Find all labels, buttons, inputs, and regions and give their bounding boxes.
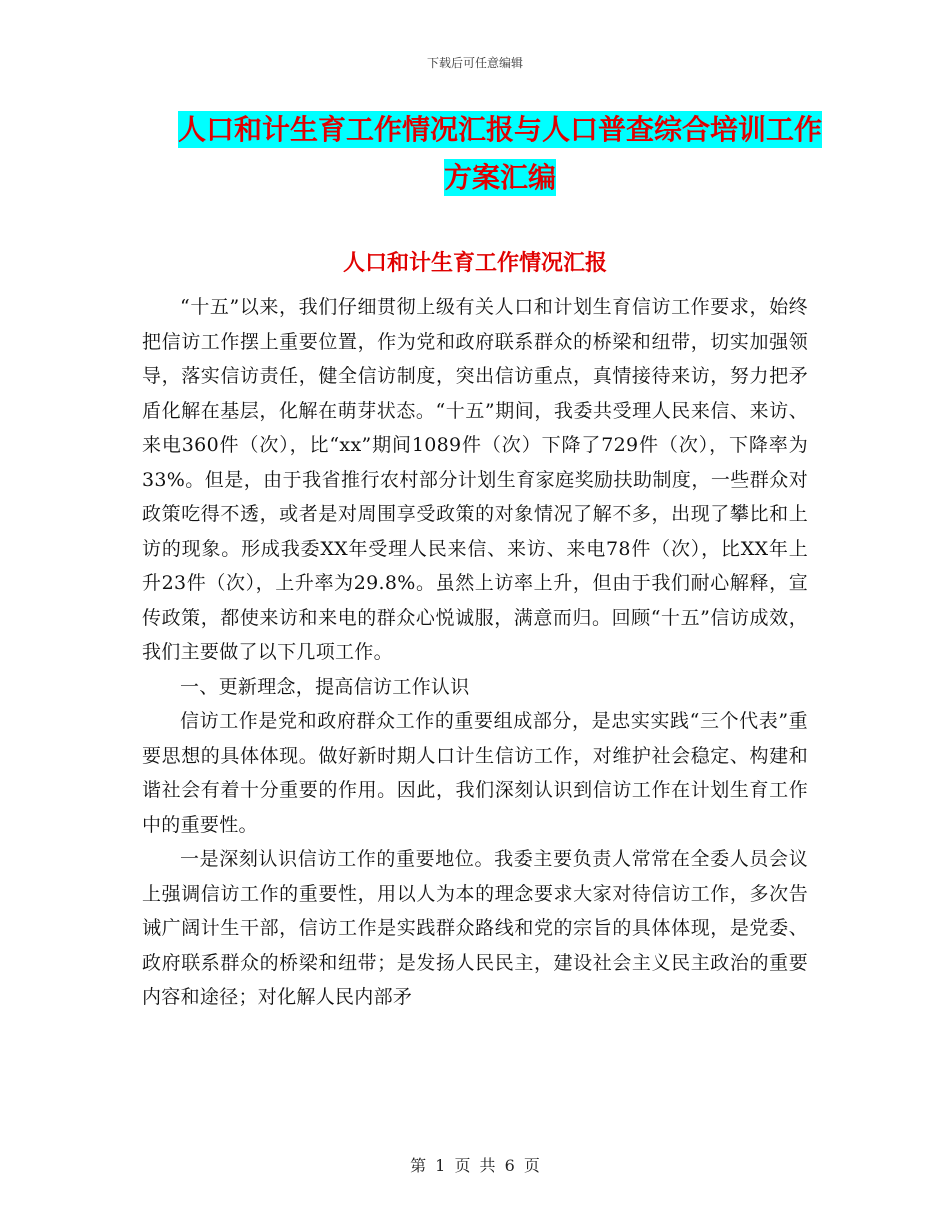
document-title xyxy=(120,106,880,202)
page-footer: 第 1 页 共 6 页 xyxy=(410,1156,540,1175)
paragraph: 一是深刻认识信访工作的重要地位。我委主要负责人常常在全委人员会议上强调信访工作的重要性，用以人为本的理念要求大家对待信访工作，多次告诫广阔计生干部，信访工作是实践群众路线和党的宗旨的具体体现，是党委、政府联系群众的桥梁和纽带；是发扬人民民主，建设社会主义民主政治的重要内容和途径；对化解人民内部矛 xyxy=(142,848,808,1008)
header-note: 下载后可任意编辑 xyxy=(426,56,523,70)
paragraph-heading: 一、更新理念，提高信访工作认识 xyxy=(180,675,470,698)
document-title-line-2: 方案汇编 xyxy=(443,161,556,194)
body-text xyxy=(142,290,808,1015)
paragraph: 信访工作是党和政府群众工作的重要组成部分，是忠实实践“三个代表”重要思想的具体体现。做好新时期人口计生信访工作，对维护社会稳定、构建和谐社会有着十分重要的作用。因此，我们深刻认识到信访工作在计划生育工作中的重要性。 xyxy=(142,710,808,836)
document-title-line-1: 人口和计生育工作情况汇报与人口普查综合培训工作 xyxy=(177,113,822,146)
section-title: 人口和计生育工作情况汇报 xyxy=(342,251,607,276)
paragraph: “十五”以来，我们仔细贯彻上级有关人口和计划生育信访工作要求，始终把信访工作摆上重要位置，作为党和政府联系群众的桥梁和纽带，切实加强领导，落实信访责任，健全信访制度，突出信访重点，真情接待来访，努力把矛盾化解在基层，化解在萌芽状态。“十五”期间，我委共受理人民来信、来访、来电360件（次），比“xx”期间1089件（次）下降了729件（次），下降率为33%。但是，由于我省推行农村部分计划生育家庭奖励扶助制度，一些群众对政策吃得不透，或者是对周围享受政策的对象情况了解不多，出现了攀比和上访的现象。形成我委XX年受理人民来信、来访、来电78件（次），比XX年上升23件（次），上升率为29.8%。虽然上访率上升，但由于我们耐心解释，宣传政策，都使来访和来电的群众心悦诚服，满意而归。回顾“十五”信访成效，我们主要做了以下几项工作。 xyxy=(142,296,808,663)
